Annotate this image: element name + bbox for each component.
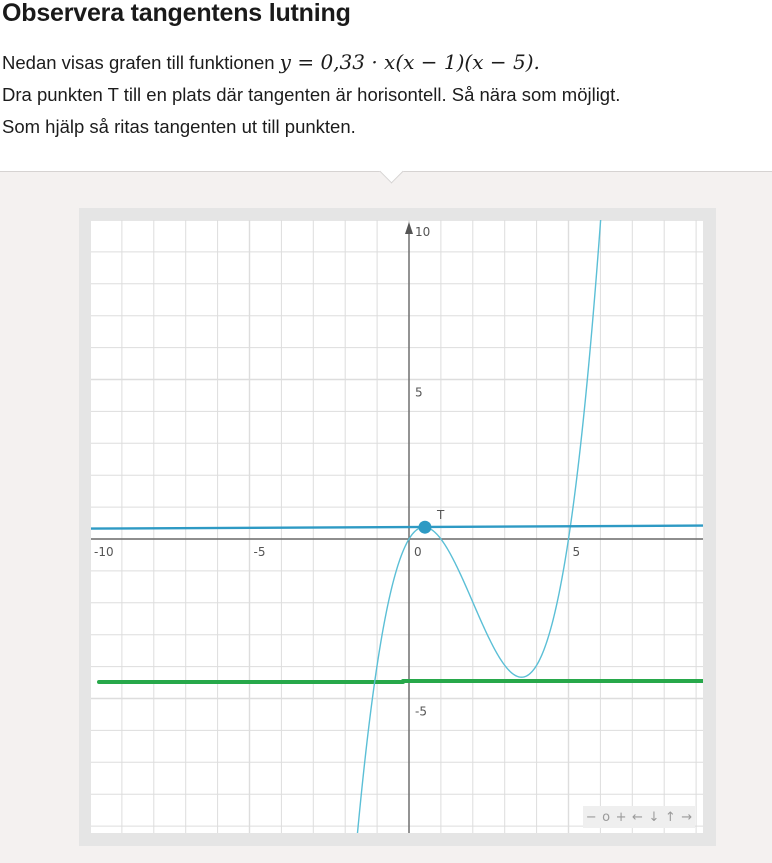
graph-canvas[interactable] <box>91 220 703 833</box>
navigation-bar <box>583 806 695 828</box>
point-t-label: T <box>436 508 445 523</box>
x-tick-label: 0 <box>414 545 422 559</box>
page-title: Observera tangentens lutning <box>2 0 351 27</box>
x-tick-label: 5 <box>572 545 581 559</box>
description <box>2 46 620 143</box>
zoom-reset-button[interactable]: o <box>602 809 611 825</box>
point-t-handle[interactable] <box>418 521 431 534</box>
zoom-out-button[interactable]: − <box>585 809 597 825</box>
pan-right-button[interactable]: → <box>681 809 693 825</box>
function-formula: y = 0,33 · x(x − 1)(x − 5). <box>279 50 540 74</box>
zoom-in-button[interactable]: + <box>615 809 627 825</box>
x-tick-label: -5 <box>253 545 266 559</box>
y-tick-label: 5 <box>415 385 423 400</box>
description-text: Nedan visas grafen till funktionen <box>2 52 280 73</box>
description-line-1 <box>2 46 620 79</box>
pan-down-button[interactable]: ↓ <box>648 809 660 825</box>
pan-up-button[interactable]: ↑ <box>664 809 676 825</box>
x-tick-label: -10 <box>94 545 114 559</box>
description-line-3: Som hjälp så ritas tangenten ut till punkten. <box>2 116 356 137</box>
header <box>0 0 772 171</box>
y-tick-label: -5 <box>415 704 427 719</box>
y-tick-label: 10 <box>415 225 431 239</box>
pan-left-button[interactable]: ← <box>632 809 643 825</box>
description-line-2: Dra punkten T till en plats där tangenten är horisontell. Så nära som möjligt. <box>2 84 621 105</box>
